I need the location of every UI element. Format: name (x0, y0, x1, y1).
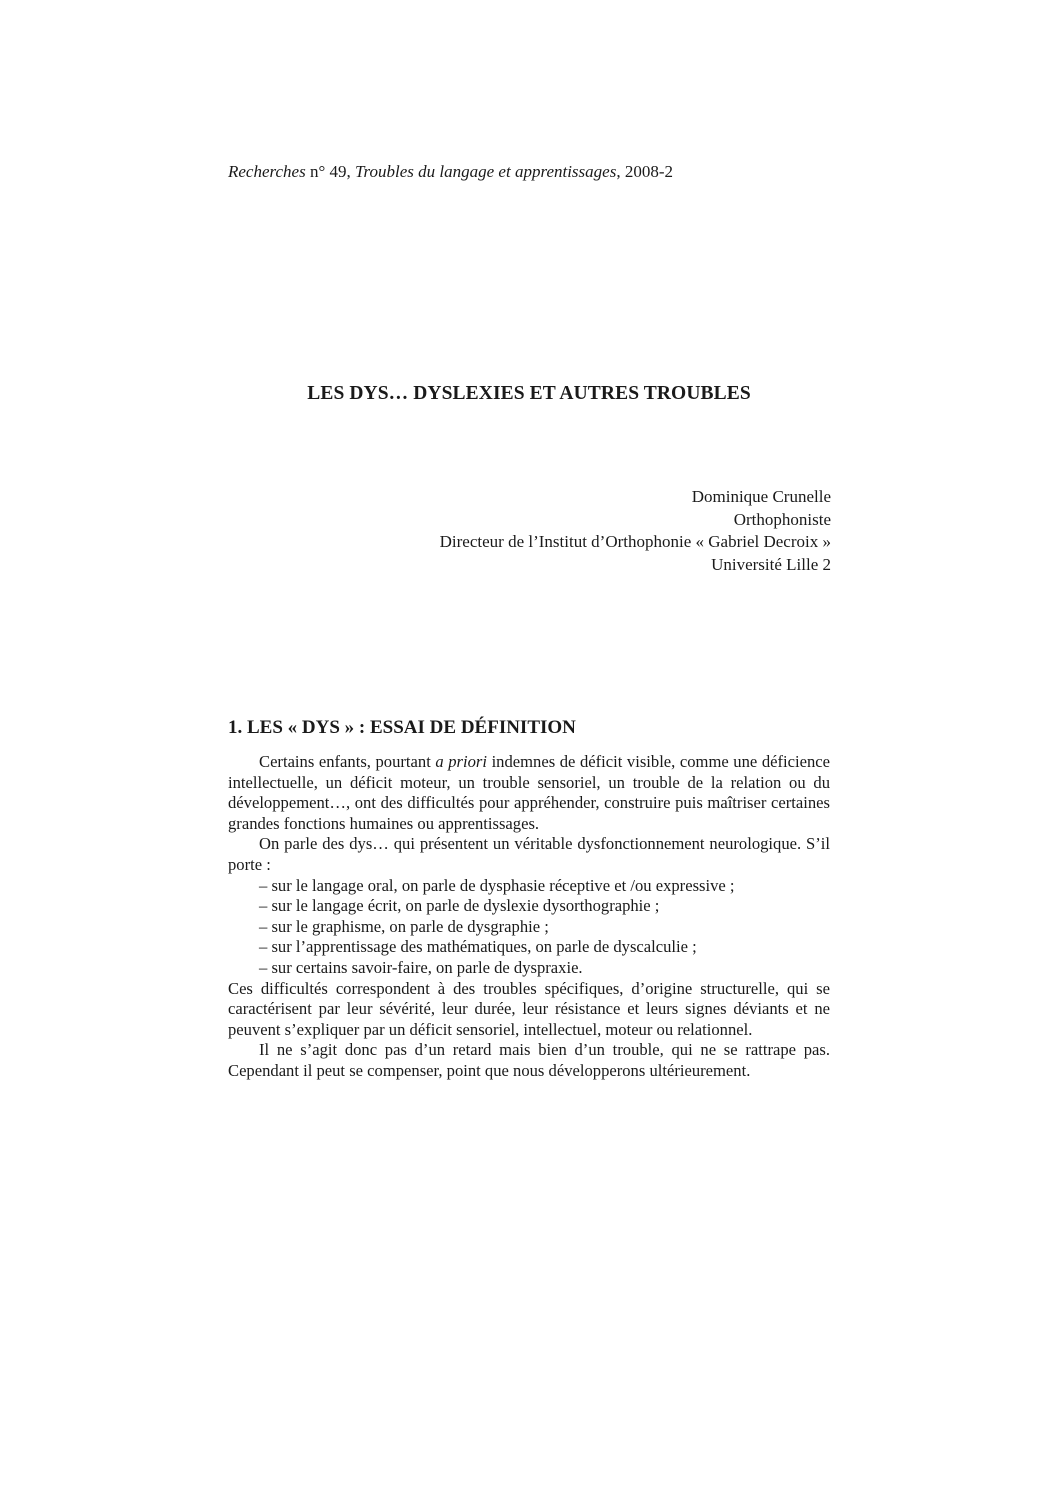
paragraph-1 (228, 752, 830, 834)
author-affiliation: Université Lille 2 (711, 554, 831, 574)
section-heading: 1. LES « DYS » : ESSAI DE DÉFINITION (228, 717, 576, 738)
paragraph-4: Il ne s’agit donc pas d’un retard mais bien d’un trouble, qui ne se rattrape pas. Cependant il peut se compenser, point que nous développerons ultérieurement. (228, 1040, 830, 1080)
author-position: Directeur de l’Institut d’Orthophonie « Gabriel Decroix » (439, 532, 831, 551)
running-head (228, 161, 673, 183)
issue-number: n° 49, (305, 162, 356, 181)
paragraph-1-start: Certains enfants, pourtant (259, 752, 436, 771)
journal-name: Recherches (228, 162, 306, 181)
issue-year: , 2008-2 (616, 162, 673, 181)
paragraph-1-end: indemnes de déficit visible, comme une déficience intellectuelle, un déficit moteur, un trouble sensoriel, un trouble de la relation ou du développement…, ont des difficultés pour appréhender, construire puis maîtriser certaines grandes fonctions humaines ou apprentissages. (228, 752, 830, 833)
list-item: – sur le langage écrit, on parle de dyslexie dysorthographie ; (259, 896, 660, 916)
author-block (231, 486, 831, 576)
list-item: – sur certains savoir-faire, on parle de dyspraxie. (259, 957, 583, 977)
author-name: Dominique Crunelle (691, 487, 831, 506)
paragraph-2: On parle des dys… qui présentent un véritable dysfonctionnement neurologique. S’il porte : (228, 834, 830, 874)
list-item: – sur le graphisme, on parle de dysgraphie ; (259, 916, 549, 936)
paragraph-1-italic: a priori (435, 752, 487, 771)
issue-title: Troubles du langage et apprentissages (355, 162, 617, 181)
paragraph-3: Ces difficultés correspondent à des troubles spécifiques, d’origine structurelle, qui se caractérisent par leur sévérité, leur durée, leur résistance et leurs signes déviants et ne peuvent s’expliquer par un déficit sensoriel, intellectuel, moteur ou relationnel. (228, 978, 830, 1039)
list-item: – sur le langage oral, on parle de dysphasie réceptive et /ou expressive ; (259, 875, 735, 895)
dys-list (228, 876, 830, 979)
section-body (228, 752, 830, 1082)
list-item: – sur l’apprentissage des mathématiques, on parle de dyscalculie ; (259, 937, 697, 957)
article-title: LES DYS… DYSLEXIES ET AUTRES TROUBLES (307, 383, 751, 404)
author-role: Orthophoniste (733, 509, 831, 529)
